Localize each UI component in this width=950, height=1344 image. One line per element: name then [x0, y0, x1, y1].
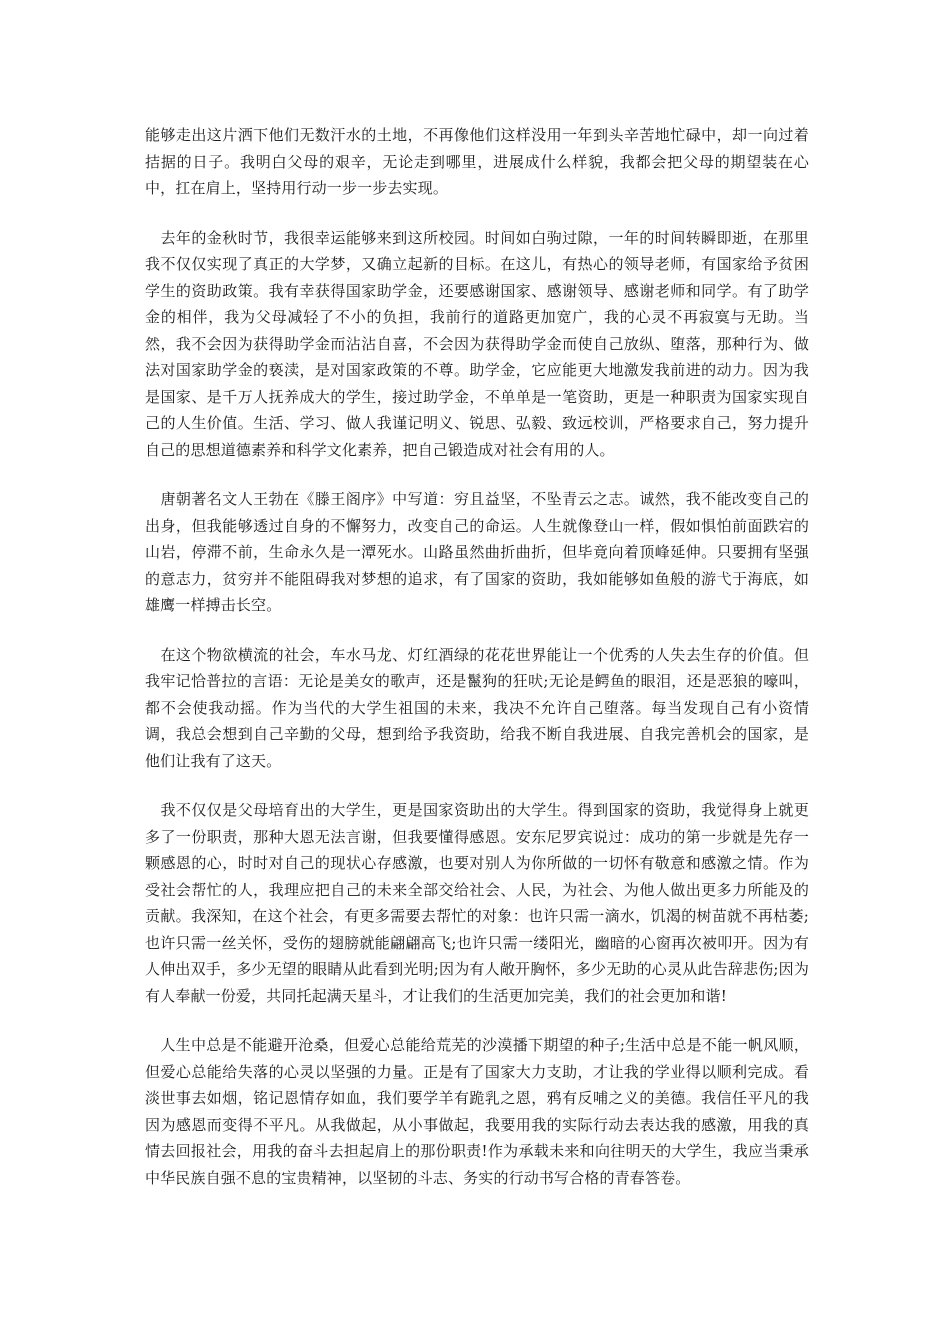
document-page — [145, 122, 809, 1214]
paragraph-5: 我不仅仅是父母培育出的大学生，更是国家资助出的大学生。得到国家的资助，我觉得身上就更多了一份职责，那种大恩无法言谢，但我要懂得感恩。安东尼罗宾说过：成功的第一步就是先存一颗感恩的心，时时对自己的现状心存感激，也要对别人为你所做的一切怀有敬意和感激之情。作为受社会帮忙的人，我理应把自己的未来全部交给社会、人民，为社会、为他人做出更多力所能及的贡献。我深知，在这个社会，有更多需要去帮忙的对象：也许只需一滴水，饥渴的树苗就不再枯萎;也许只需一丝关怀，受伤的翅膀就能翩翩高飞;也许只需一缕阳光，幽暗的心窗再次被叩开。因为有人伸出双手，多少无望的眼睛从此看到光明;因为有人敞开胸怀，多少无助的心灵从此告辞悲伤;因为有人奉献一份爱，共同托起满天星斗，才让我们的生活更加完美，我们的社会更加和谐! — [145, 801, 809, 1005]
paragraph-4: 在这个物欲横流的社会，车水马龙、灯红酒绿的花花世界能让一个优秀的人失去生存的价值。但我牢记恰普拉的言语：无论是美女的歌声，还是鬣狗的狂吠;无论是鳄鱼的眼泪，还是恶狼的嚎叫，都不会使我动摇。作为当代的大学生祖国的未来，我决不允许自己堕落。每当发现自己有小资情调，我总会想到自己辛勤的父母，想到给予我资助，给我不断自我进展、自我完善机会的国家，是他们让我有了这天。 — [145, 645, 809, 770]
paragraph-1: 能够走出这片洒下他们无数汗水的土地，不再像他们这样没用一年到头辛苦地忙碌中，却一向过着拮据的日子。我明白父母的艰辛，无论走到哪里，进展成什么样貌，我都会把父母的期望装在心中，扛在肩上，坚持用行动一步一步去实现。 — [145, 126, 809, 197]
paragraph-6: 人生中总是不能避开沧桑，但爱心总能给荒芜的沙漠播下期望的种子;生活中总是不能一帆风顺，但爱心总能给失落的心灵以坚强的力量。正是有了国家大力支助，才让我的学业得以顺利完成。看淡世事去如烟，铭记恩情存如血，我们要学羊有跪乳之恩，鸦有反哺之义的美德。我信任平凡的我因为感恩而变得不平凡。从我做起，从小事做起，我要用我的实际行动去表达我的感激，用我的真情去回报社会，用我的奋斗去担起肩上的那份职责!作为承载未来和向往明天的大学生，我应当秉承中华民族自强不息的宝贵精神，以坚韧的斗志、务实的行动书写合格的青春答卷。 — [145, 1036, 809, 1187]
paragraph-2: 去年的金秋时节，我很幸运能够来到这所校园。时间如白驹过隙，一年的时间转瞬即逝，在那里我不仅仅实现了真正的大学梦，又确立起新的目标。在这儿，有热心的领导老师，有国家给予贫困学生的资助政策。我有幸获得国家助学金，还要感谢国家、感谢领导、感谢老师和同学。有了助学金的相伴，我为父母减轻了不小的负担，我前行的道路更加宽广，我的心灵不再寂寞与无助。当然，我不会因为获得助学金而沾沾自喜，不会因为获得助学金而使自己放纵、堕落，那种行为、做法对国家助学金的亵渎，是对国家政策的不尊。助学金，它应能更大地激发我前进的动力。因为我是国家、是千万人抚养成大的学生，接过助学金，不单单是一笔资助，更是一种职责为国家实现自己的人生价值。生活、学习、做人我谨记明义、锐思、弘毅、致远校训，严格要求自己，努力提升自己的思想道德素养和科学文化素养，把自己锻造成对社会有用的人。 — [145, 228, 809, 459]
paragraph-3: 唐朝著名文人王勃在《滕王阁序》中写道：穷且益坚，不坠青云之志。诚然，我不能改变自己的出身，但我能够透过自身的不懈努力，改变自己的命运。人生就像登山一样，假如惧怕前面跌宕的山岩，停滞不前，生命永久是一潭死水。山路虽然曲折曲折，但毕竟向着顶峰延伸。只要拥有坚强的意志力，贫穷并不能阻碍我对梦想的追求，有了国家的资助，我如能够如鱼般的游弋于海底，如雄鹰一样搏击长空。 — [145, 490, 809, 614]
